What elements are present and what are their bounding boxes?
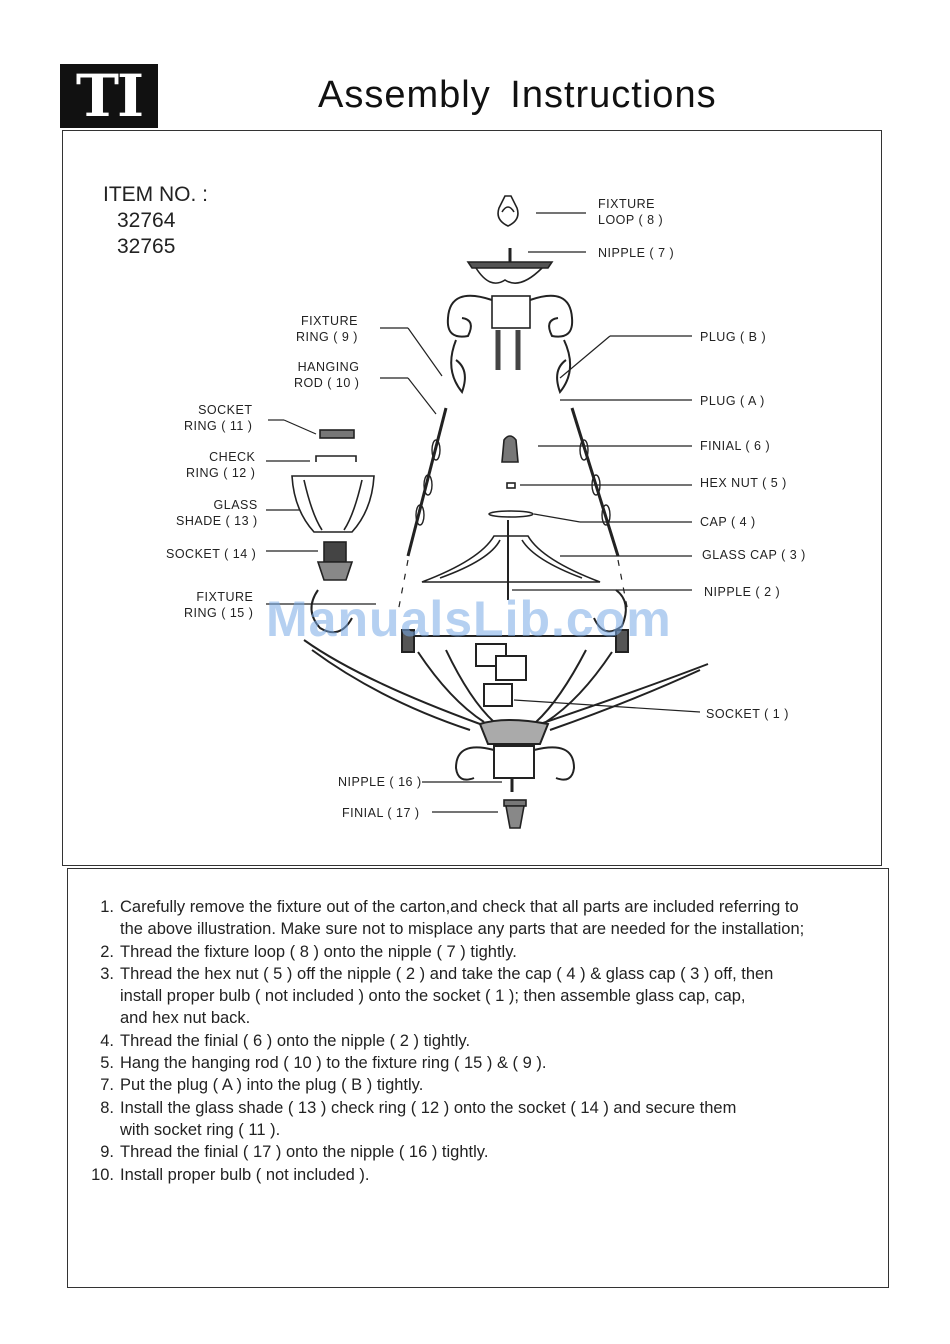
step-text: Thread the finial ( 17 ) onto the nipple ( 16 ) tightly. (120, 1143, 489, 1162)
step-text: the above illustration. Make sure not to misplace any parts that are needed for the installation; (120, 920, 805, 939)
step-text: Hang the hanging rod ( 10 ) to the fixture ring ( 15 ) & ( 9 ). (120, 1054, 547, 1073)
watermark: ManualsLib.com (266, 591, 672, 647)
step-number: 5. (100, 1054, 114, 1073)
step-text: Install the glass shade ( 13 ) check ring ( 12 ) onto the socket ( 14 ) and secure them (120, 1098, 737, 1117)
brand-logo: TI (60, 64, 158, 128)
instruction-step (88, 1097, 878, 1119)
step-text: Thread the hex nut ( 5 ) off the nipple ( 2 ) and take the cap ( 4 ) & glass cap ( 3 ) off, then (120, 964, 774, 983)
step-number (88, 985, 114, 1007)
step-text: with socket ring ( 11 ). (120, 1120, 281, 1139)
socket-14-part (318, 542, 352, 580)
step-text: Carefully remove the fixture out of the carton,and check that all parts are included referring to (120, 898, 799, 916)
step-number (88, 918, 114, 940)
label-plug-b: PLUG ( B ) (700, 330, 767, 344)
instruction-step (88, 1141, 878, 1163)
instruction-step (88, 896, 878, 918)
label-socket-14: SOCKET ( 14 ) (166, 547, 257, 561)
step-number (88, 1007, 114, 1029)
label-cap: CAP ( 4 ) (700, 515, 756, 529)
finial-6-part (502, 436, 518, 462)
label-nipple-16: NIPPLE ( 16 ) (338, 775, 422, 789)
instruction-step (88, 918, 878, 940)
label-check-ring: CHECK RING ( 12 ) (186, 450, 256, 480)
step-text: and hex nut back. (120, 1009, 251, 1028)
label-glass-cap: GLASS CAP ( 3 ) (702, 548, 806, 562)
label-socket-ring: SOCKET RING ( 11 ) (184, 403, 253, 433)
glass-cap-part (422, 520, 600, 600)
label-finial-17: FINIAL ( 17 ) (342, 806, 420, 820)
step-number: 10. (91, 1165, 114, 1184)
step-number (88, 1119, 114, 1141)
instruction-step (88, 1052, 878, 1074)
step-number: 2. (100, 942, 114, 961)
label-fixture-loop: FIXTURE LOOP ( 8 ) (598, 197, 664, 227)
step-text: Put the plug ( A ) into the plug ( B ) tightly. (120, 1076, 424, 1095)
label-nipple-2: NIPPLE ( 2 ) (704, 585, 781, 599)
label-glass-shade: GLASS SHADE ( 13 ) (176, 498, 258, 528)
step-number: 4. (100, 1031, 114, 1050)
label-plug-a: PLUG ( A ) (700, 394, 765, 408)
step-number: 3. (100, 964, 114, 983)
instruction-step (88, 1074, 878, 1096)
socket-ring-part (320, 430, 354, 438)
label-fixture-ring-9: FIXTURE RING ( 9 ) (296, 314, 358, 344)
step-number: 8. (100, 1098, 114, 1117)
hex-nut-part (507, 483, 515, 488)
step-text: Thread the finial ( 6 ) onto the nipple ( 2 ) tightly. (120, 1031, 471, 1050)
page-title: Assembly Instructions (318, 74, 717, 116)
step-number: 7. (100, 1076, 114, 1095)
check-ring-part (316, 456, 356, 462)
label-socket-1: SOCKET ( 1 ) (706, 707, 789, 721)
instruction-step (88, 1030, 878, 1052)
step-number: 9. (100, 1143, 114, 1162)
cap-part (489, 511, 533, 517)
item-number-label: ITEM NO. : (103, 183, 208, 206)
label-fixture-ring-15: FIXTURE RING ( 15 ) (184, 590, 254, 620)
hanging-rods (408, 408, 618, 556)
step-text: install proper bulb ( not included ) onto the socket ( 1 ); then assemble glass cap, cap, (120, 987, 746, 1006)
label-finial-6: FINIAL ( 6 ) (700, 439, 771, 453)
instruction-step (88, 1007, 878, 1029)
step-text: Install proper bulb ( not included ). (120, 1165, 370, 1184)
instruction-step (88, 963, 878, 985)
instruction-step (88, 1164, 878, 1186)
fixture-loop-part (498, 196, 518, 226)
instruction-step (88, 1119, 878, 1141)
glass-shade-part (292, 476, 374, 532)
instruction-steps (88, 896, 878, 1186)
label-nipple-7: NIPPLE ( 7 ) (598, 246, 675, 260)
bottom-bowl (456, 720, 574, 780)
finial-17-part (504, 800, 526, 828)
step-text: Thread the fixture loop ( 8 ) onto the nipple ( 7 ) tightly. (120, 942, 517, 961)
item-code-2: 32765 (117, 235, 176, 258)
item-code-1: 32764 (117, 209, 176, 232)
canopy-part (468, 262, 552, 370)
step-number: 1. (100, 898, 114, 916)
instruction-step (88, 985, 878, 1007)
label-hanging-rod: HANGING ROD ( 10 ) (294, 360, 360, 390)
instruction-step (88, 941, 878, 963)
label-hex-nut: HEX NUT ( 5 ) (700, 476, 787, 490)
